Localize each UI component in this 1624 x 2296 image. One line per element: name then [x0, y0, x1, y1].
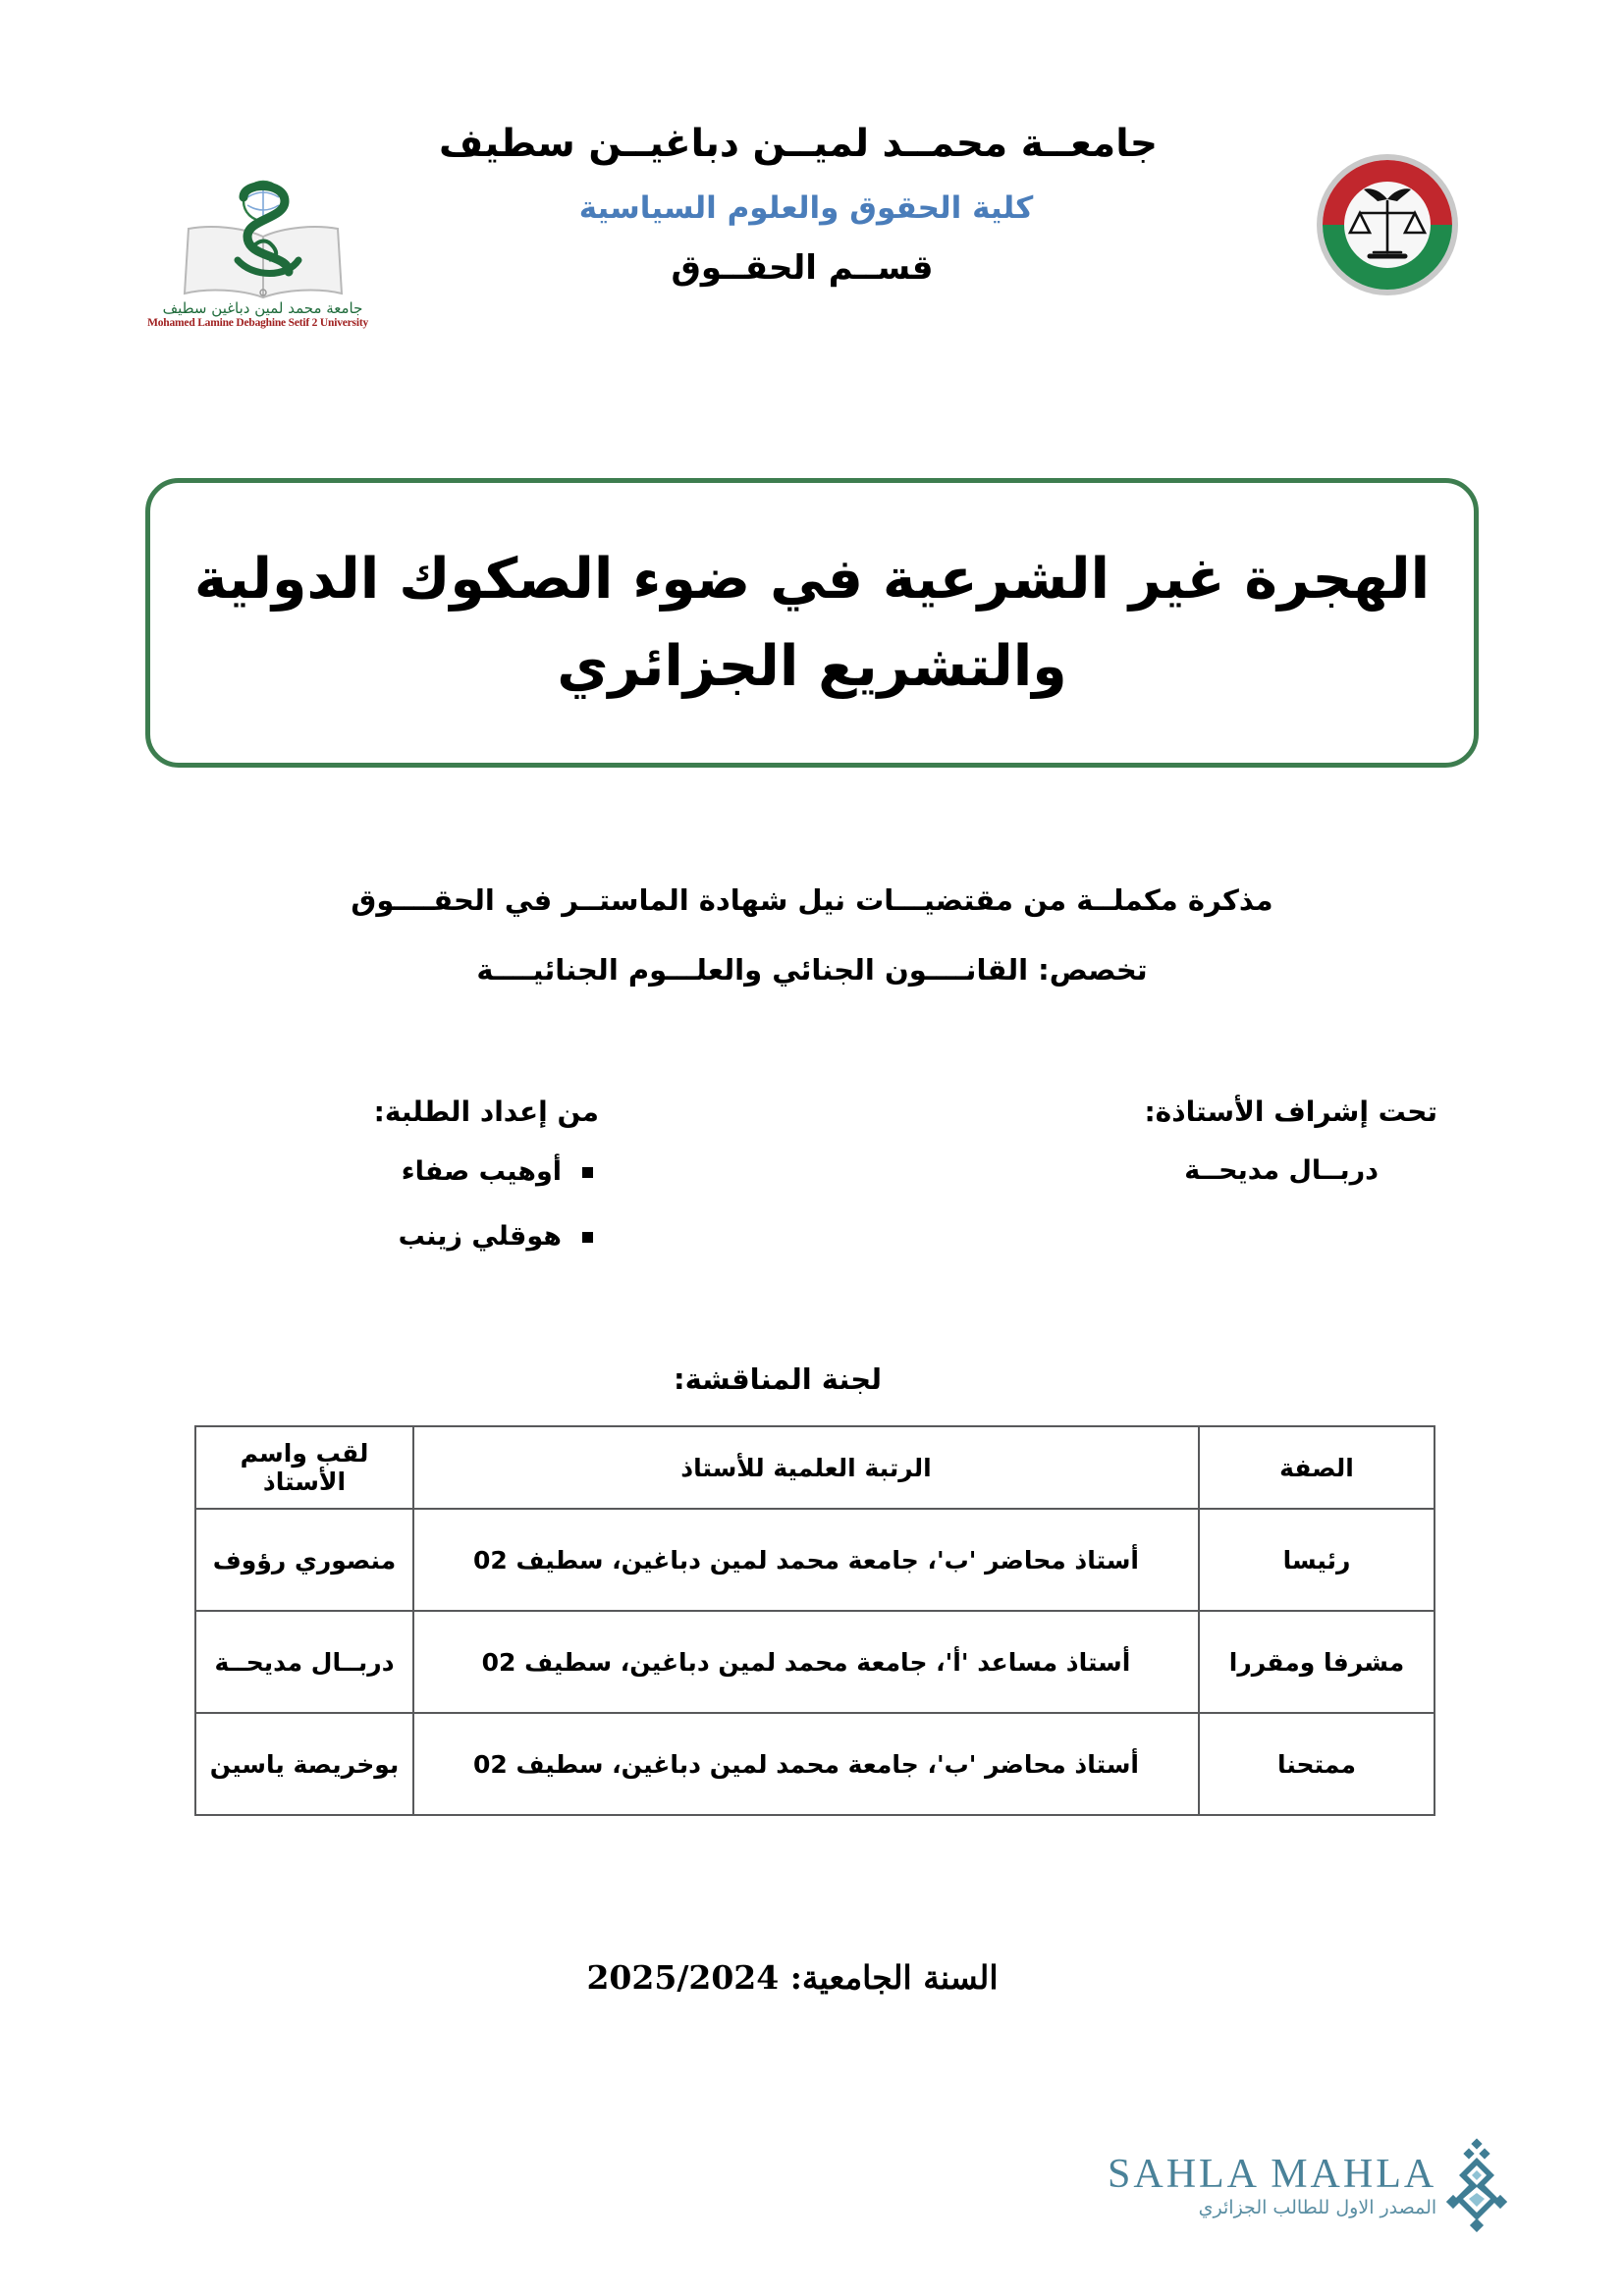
column-header-rank: الرتبة العلمية للأستاذ: [413, 1426, 1199, 1509]
student-name: هوقلي زينب: [398, 1221, 562, 1253]
cell-role: مشرفا ومقررا: [1199, 1611, 1435, 1713]
list-item: [187, 1155, 562, 1189]
people-block: [187, 1095, 1437, 1285]
degree-statement: مذكرة مكملــة من مقتضيـــات نيل شهادة الماستــر في الحقــــوق: [351, 883, 1273, 917]
students-list: [187, 1155, 599, 1254]
academic-year: السنة الجامعية: 2025/2024: [586, 1958, 999, 1997]
cell-rank: أستاذ محاضر 'ب'، جامعة محمد لمين دباغين، سطيف 02: [413, 1713, 1199, 1815]
watermark-subtitle: المصدر الاول للطالب الجزائري: [1198, 2196, 1437, 2218]
cell-role: ممتحنا: [1199, 1713, 1435, 1815]
supervisor-column: [1025, 1095, 1437, 1186]
committee-table: [194, 1425, 1435, 1816]
university-logo: [147, 180, 368, 351]
university-logo-caption-en: Mohamed Lamine Debaghine Setif 2 University: [147, 317, 368, 329]
bullet-icon: [582, 1167, 593, 1178]
university-logo-caption-ar: جامعة محمد لمين دباغين سطيف: [162, 299, 363, 317]
cell-rank: أستاذ مساعد 'أ'، جامعة محمد لمين دباغين، سطيف 02: [413, 1611, 1199, 1713]
list-item: [187, 1220, 562, 1254]
thesis-title: الهجرة غير الشرعية في ضوء الصكوك الدولية والتشريع الجزائري: [193, 547, 1431, 699]
thesis-title-box: [145, 478, 1479, 768]
table-row: [195, 1611, 1435, 1713]
students-heading: من إعداد الطلبة:: [373, 1095, 599, 1128]
university-crest-icon: [157, 180, 368, 305]
committee-label: لجنة المناقشة:: [674, 1362, 882, 1396]
table-row: [195, 1713, 1435, 1815]
bullet-icon: [582, 1232, 593, 1243]
table-header-row: [195, 1426, 1435, 1509]
students-column: [187, 1095, 599, 1285]
sahla-mahla-watermark: [1108, 2138, 1540, 2256]
department-name: قســم الحقــوق: [671, 248, 934, 289]
cell-rank: أستاذ محاضر 'ب'، جامعة محمد لمين دباغين، سطيف 02: [413, 1509, 1199, 1611]
sahla-mahla-diamond-icon: [1446, 2138, 1507, 2232]
cell-role: رئيسا: [1199, 1509, 1435, 1611]
cell-name: منصوري رؤوف: [195, 1509, 413, 1611]
specialization-statement: تخصص: القانــــون الجنائي والعلـــوم الجنائيــــة: [476, 952, 1148, 987]
student-name: أوهيب صفاء: [401, 1156, 562, 1188]
cell-name: بوخريصة ياسين: [195, 1713, 413, 1815]
watermark-title: SAHLA MAHLA: [1108, 2151, 1437, 2197]
cell-name: دربــال مديحــة: [195, 1611, 413, 1713]
university-name: جامعــة محمــد لميــن دباغيــن سطيف: [439, 122, 1158, 166]
supervisor-heading: تحت إشراف الأستاذة:: [1144, 1095, 1437, 1128]
supervisor-name: دربــال مديحــة: [1184, 1155, 1379, 1187]
page-header: [0, 123, 1624, 456]
table-row: [195, 1509, 1435, 1611]
faculty-name: كلية الحقوق والعلوم السياسية: [578, 189, 1034, 226]
thesis-subtitle: [0, 883, 1624, 988]
column-header-name: لقب واسم الأستاذ: [195, 1426, 413, 1509]
column-header-role: الصفة: [1199, 1426, 1435, 1509]
faculty-seal-icon: [1313, 150, 1462, 299]
